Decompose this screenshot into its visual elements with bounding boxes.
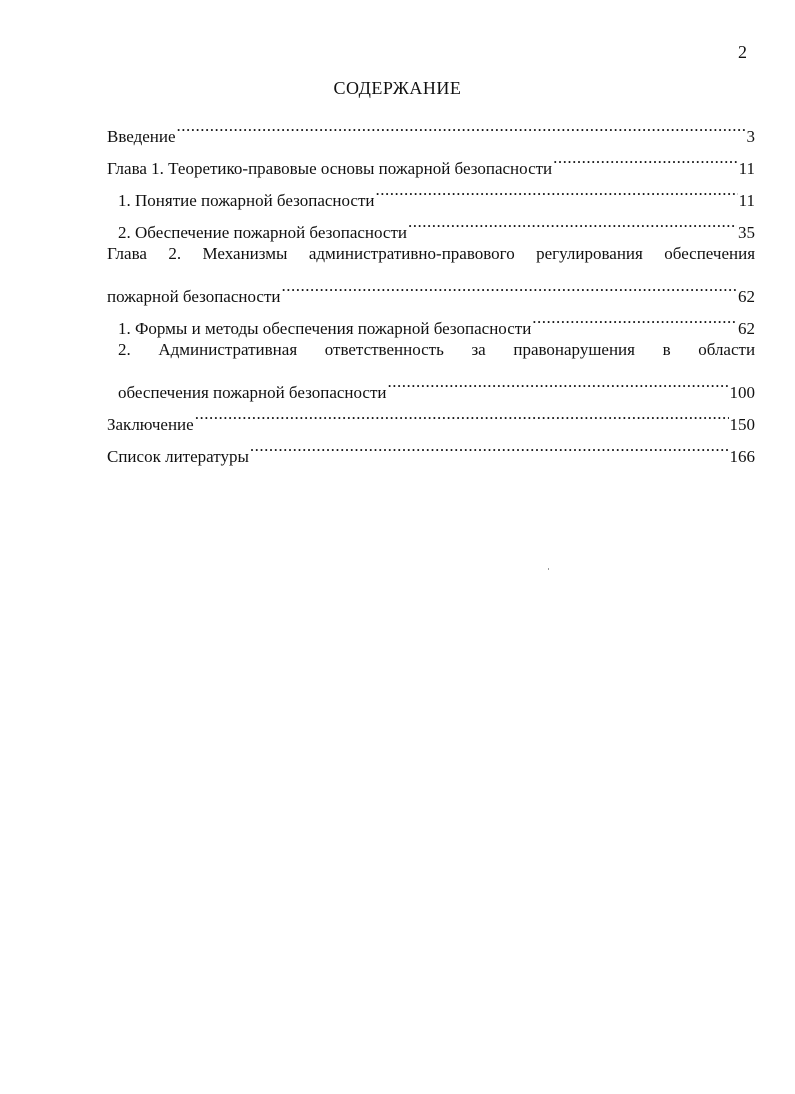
toc-entry-chapter-1[interactable] [107,142,755,178]
toc-entry-page: 100 [729,383,755,402]
toc-entry-page: 62 [738,287,755,306]
page-number: 2 [738,42,747,62]
toc-entry-label: 1. Понятие пожарной безопасности [118,191,375,210]
toc-entry-page: 11 [738,191,755,210]
toc-entry-label: 1. Формы и методы обеспечения пожарной безопасности [118,319,532,338]
toc-entry-page: 166 [729,447,755,466]
toc-entry-conclusion[interactable] [107,398,755,434]
toc-entry-page: 150 [729,415,755,434]
dot-leader [376,174,738,206]
toc-entry-page: 3 [746,127,755,146]
dot-leader [408,206,737,238]
dot-leader [553,142,737,174]
table-of-contents [107,110,755,466]
toc-entry-references[interactable] [107,430,755,466]
toc-entry-page: 62 [738,319,755,338]
toc-entry-label: Введение [107,127,176,146]
dot-leader [177,110,746,142]
toc-entry-page: 11 [738,159,755,178]
toc-entry-introduction[interactable] [107,110,755,146]
dot-leader [532,302,737,334]
toc-entry-label: Заключение [107,415,194,434]
toc-entry-label-line-1: Глава 2. Механизмы административно-правового регулирования обеспечения [107,244,755,263]
dot-leader [282,270,738,302]
toc-entry-label: обеспечения пожарной безопасности [118,383,387,402]
toc-title: СОДЕРЖАНИЕ [333,78,462,98]
toc-entry-label: 2. Обеспечение пожарной безопасности [118,223,408,242]
dot-leader [388,366,729,398]
toc-entry-label-line-1: 2. Административная ответственность за правонарушения в области [118,340,755,359]
dot-leader [250,430,729,462]
toc-entry-section-2-2[interactable] [107,334,755,402]
toc-entry-label: Глава 1. Теоретико-правовые основы пожарной безопасности [107,159,553,178]
dot-leader [195,398,729,430]
toc-entry-chapter-2[interactable] [107,238,755,306]
toc-entry-page: 35 [738,223,755,242]
scan-speck [548,568,549,570]
toc-entry-label: пожарной безопасности [107,287,281,306]
toc-entry-label: Список литературы [107,447,249,466]
